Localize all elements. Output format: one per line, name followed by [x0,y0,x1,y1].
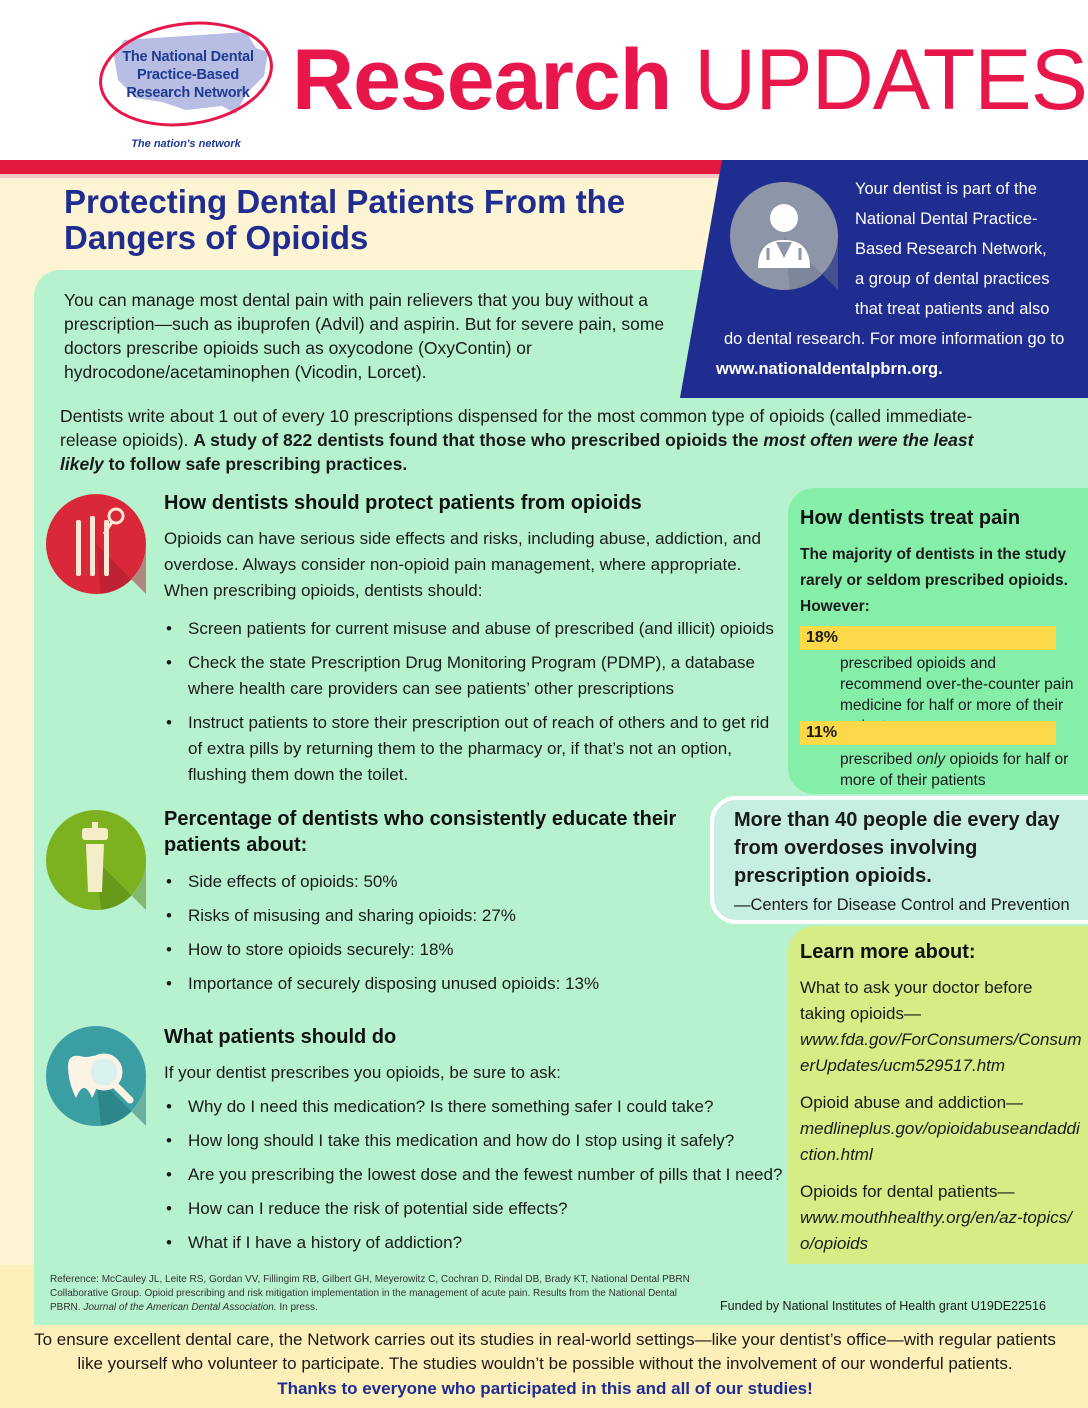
navy-text-line: do dental research. For more information go to [724,330,1065,348]
footer-message: To ensure excellent dental care, the Network carries out its studies in real-world settings—like your dentist’s office—with regular patients like yourself who volunteer to participate. The studies wouldn’t be possible without the involvement of our wonderful patients. [34,1330,1056,1373]
navy-text-line: that treat patients and also [855,300,1050,318]
learn-more-item [800,1179,1082,1257]
reference-text: Reference: McCauley JL, Leite RS, Gordan VV, Fillingim RB, Gilbert GH, Meyerowitz C, Cochran D, Rindal DB, Brady KT, National Dental PBRN Collaborative Group. Opioid prescribing and risk mitigation implementation in the management of acute pain. Results from the National Dental PBRN. [50,1274,690,1313]
list-item: • Risks of misusing and sharing opioids: 27% [164,903,684,929]
protect-list [164,616,776,788]
article-headline: Protecting Dental Patients From the Dangers of Opioids [64,183,626,256]
learn-more-label: What to ask your doctor before taking opioids— [800,978,1033,1023]
list-item: • Instruct patients to store their prescription out of reach of others and to get rid of extra pills by returning them to the pharmacy or, if that’s not an option, flushing them down the toilet. [164,710,776,788]
treat-pain-heading: How dentists treat pain [800,507,1021,529]
reference-journal: Journal of the American Dental Association. [83,1302,277,1313]
dental-drill-icon [46,810,146,910]
title-bold: Research [292,32,672,128]
stat-post: opioids for half or more of their patients [840,751,1069,789]
logo-line-3: Research Network [126,85,250,101]
section-protect-body: Opioids can have serious side effects and risks, including abuse, addiction, and overdose. Always consider non-opioid pain management, where appropriate. When prescribing opioids, dentists should: [164,529,761,600]
page-title [292,30,1087,130]
navy-text-line: National Dental Practice- [855,210,1038,228]
list-item: • Why do I need this medication? Is there something safer I could take? [164,1094,784,1120]
dentists-plain: Dentists write about 1 out of every 10 prescriptions dispensed for the most common type of opioids (called immediate-release opioids). [60,406,973,450]
stat-bar [800,721,1056,745]
navy-text-line: a group of dental practices [855,270,1050,288]
reference-citation [50,1273,690,1315]
stat-description [840,749,1080,791]
treat-pain-intro: The majority of dentists in the study rarely or seldom prescribed opioids. However: [800,546,1068,615]
overdose-quote: More than 40 people die every day from overdoses involving prescription opioids. [734,809,1060,887]
educate-list [164,869,684,997]
accent-bar-shadow [0,174,722,178]
logo-tagline: The nation's network [131,138,241,150]
list-item: • Are you prescribing the lowest dose and the fewest number of pills that I need? [164,1162,784,1188]
network-url-link[interactable]: www.nationaldentalpbrn.org. [716,360,943,378]
logo-line-2: Practice-Based [137,67,239,83]
navy-text-line: Your dentist is part of the [855,180,1037,198]
list-item: • Importance of securely disposing unused opioids: 13% [164,971,684,997]
section-patients-heading: What patients should do [164,1026,397,1048]
section-protect-heading: How dentists should protect patients from opioids [164,492,642,514]
dentist-icon [730,182,838,290]
navy-text-line: Based Research Network, [855,240,1047,258]
stat-description: prescribed opioids and recommend over-the-counter pain medicine for half or more of their [840,655,1074,714]
learn-more-item [800,1090,1082,1168]
list-item: • Screen patients for current misuse and abuse of prescribed (and illicit) opioids [164,616,776,642]
funding-note: Funded by National Institutes of Health grant U19DE22516 [720,1299,1046,1313]
patients-list [164,1094,784,1256]
stat-bar [800,626,1056,650]
learn-more-link[interactable]: medlineplus.gov/opioidabuseandaddiction.html [800,1119,1080,1164]
dentists-bold-a: A study of 822 dentists found that those who prescribed opioids the [193,430,759,450]
stat-value: 11% [806,724,838,741]
dentists-paragraph [60,404,1010,476]
section-patients-body: If your dentist prescribes you opioids, be sure to ask: [164,1063,561,1082]
accent-bar [0,160,722,174]
stat-italic: only [916,751,946,768]
learn-more-label: Opioids for dental patients— [800,1182,1015,1201]
footer-thanks: Thanks to everyone who participated in this and all of our studies! [277,1379,813,1398]
section-educate-heading: Percentage of dentists who consistently educate their patients about: [164,808,677,856]
list-item: • How to store opioids securely: 18% [164,937,684,963]
learn-more-heading: Learn more about: [800,941,976,963]
list-item: • Check the state Prescription Drug Monitoring Program (PDMP), a database where health care providers can see patients’ other prescriptions [164,650,776,702]
logo-line-1: The National Dental [122,49,254,65]
dental-tools-icon [46,494,146,594]
learn-more-item [800,975,1082,1079]
list-item: • What if I have a history of addiction? [164,1230,784,1256]
stat-value: 18% [806,629,839,646]
list-item: • How can I reduce the risk of potential side effects? [164,1196,784,1222]
network-logo [96,18,276,128]
stat-pre: prescribed [840,751,913,768]
dentists-bold-italic: most often were the least likely [60,430,974,474]
tooth-magnifier-icon [46,1026,146,1126]
overdose-source: —Centers for Disease Control and Prevention [734,896,1070,914]
learn-more-label: Opioid abuse and addiction— [800,1093,1024,1112]
learn-more-link[interactable]: www.fda.gov/ForConsumers/ConsumerUpdates/ucm529517.htm [800,1030,1082,1075]
title-rest: UPDATES [694,32,1087,128]
dentists-bold-b: to follow safe prescribing practices. [108,454,408,474]
learn-more-link[interactable]: www.mouthhealthy.org/en/az-topics/o/opioids [800,1208,1072,1253]
intro-paragraph: You can manage most dental pain with pain relievers that you buy without a prescription—such as ibuprofen (Advil) and aspirin. But for severe pain, some doctors prescribe opioids such as oxycodone (OxyContin) or hydrocodone/acetaminophen (Vicodin, Lorcet). [64,290,665,382]
list-item: • How long should I take this medication and how do I stop using it safely? [164,1128,784,1154]
list-item: • Side effects of opioids: 50% [164,869,684,895]
reference-status: In press. [279,1302,318,1313]
